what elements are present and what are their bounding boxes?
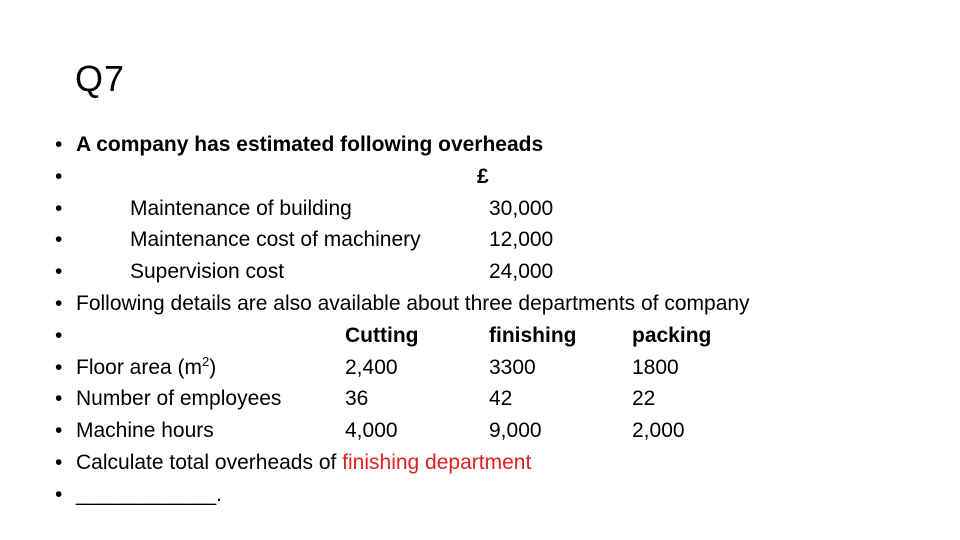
details-text: Following details are also available about three departments of company xyxy=(76,291,750,315)
dept-value: 4,000 xyxy=(345,419,398,443)
dept-value: 36 xyxy=(345,387,369,411)
dept-value: 2,000 xyxy=(632,419,685,443)
dept-header: packing xyxy=(632,323,712,347)
overhead-label: Supervision cost xyxy=(130,260,285,284)
bullet-icon: • xyxy=(55,164,63,188)
overhead-value: 24,000 xyxy=(489,260,554,284)
bullet-row xyxy=(55,447,935,479)
dept-header: Cutting xyxy=(345,323,419,347)
question-text: Calculate total overheads of finishing department xyxy=(76,450,532,474)
dept-value: 42 xyxy=(489,387,513,411)
bullet-icon: • xyxy=(55,196,63,220)
bullet-row xyxy=(55,320,935,352)
bullet-row xyxy=(55,352,935,384)
bullet-row xyxy=(55,256,935,288)
bullet-row xyxy=(55,383,935,415)
overhead-value: 12,000 xyxy=(489,228,554,252)
dept-value: 22 xyxy=(632,387,656,411)
bullet-row xyxy=(55,129,935,161)
row-label-employees: Number of employees xyxy=(76,387,282,411)
slide-title: Q7 xyxy=(75,58,126,99)
bullet-row xyxy=(55,288,935,320)
overhead-label: Maintenance cost of machinery xyxy=(130,228,421,252)
answer-blank: ____________. xyxy=(76,482,222,506)
bullet-row xyxy=(55,415,935,447)
bullet-icon: • xyxy=(55,482,63,506)
overhead-label: Maintenance of building xyxy=(130,196,352,220)
bullet-icon: • xyxy=(55,133,63,156)
bullet-icon: • xyxy=(55,450,63,474)
bullet-icon: • xyxy=(55,291,63,315)
dept-value: 3300 xyxy=(489,355,536,379)
dept-value: 1800 xyxy=(632,355,679,379)
bullet-row xyxy=(55,161,935,193)
currency-symbol: £ xyxy=(477,164,489,188)
row-label-floor-area: Floor area $(m^2)$ xyxy=(76,353,217,379)
intro-text: A company has estimated following overheads xyxy=(76,133,544,156)
bullet-row xyxy=(55,479,935,511)
overhead-value: 30,000 xyxy=(489,196,554,220)
bullet-row xyxy=(55,224,935,256)
bullet-icon: • xyxy=(55,355,63,379)
dept-header: finishing xyxy=(489,323,577,347)
bullet-row xyxy=(55,193,935,225)
bullet-icon: • xyxy=(55,228,63,252)
bullet-icon: • xyxy=(55,260,63,284)
row-label-machine-hours: Machine hours xyxy=(76,419,214,443)
dept-value: 2,400 xyxy=(345,355,398,379)
bullet-icon: • xyxy=(55,323,63,347)
dept-value: 9,000 xyxy=(489,419,542,443)
bullet-icon: • xyxy=(55,419,63,443)
bullet-icon: • xyxy=(55,387,63,411)
bullet-list xyxy=(55,129,935,511)
highlight-text: finishing department xyxy=(342,450,532,474)
